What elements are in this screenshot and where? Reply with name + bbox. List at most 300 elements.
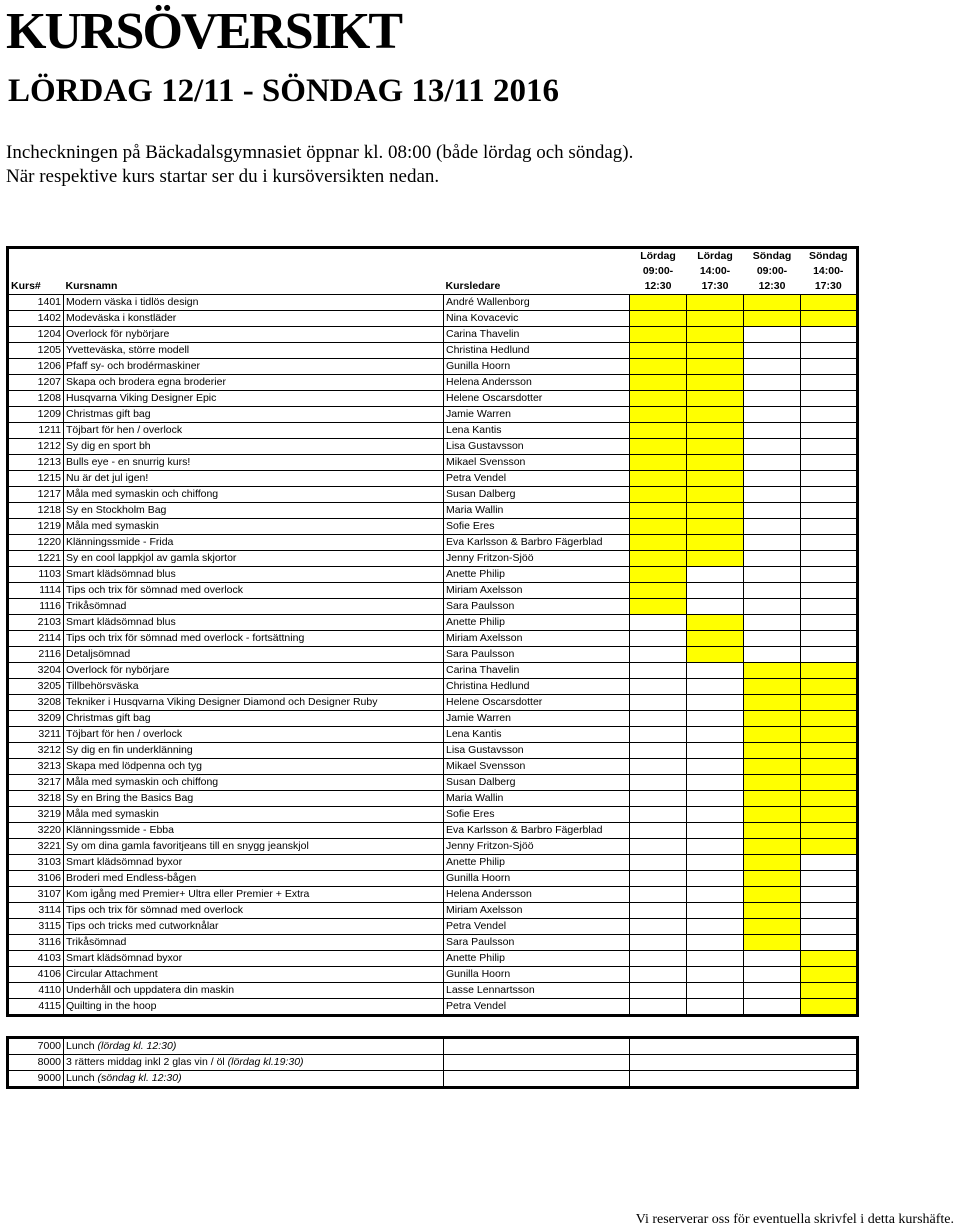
course-name: Smart klädsömnad byxor	[64, 951, 444, 967]
slot-cell-4	[801, 567, 858, 583]
course-number: 1221	[8, 551, 64, 567]
slot-cell-2	[687, 519, 744, 535]
column-header-leader: Kursledare	[444, 248, 630, 295]
course-leader: Sara Paulsson	[444, 599, 630, 615]
slot-cell-2	[687, 679, 744, 695]
course-leader: Helena Andersson	[444, 887, 630, 903]
course-leader: Sara Paulsson	[444, 935, 630, 951]
slot-cell-3	[744, 439, 801, 455]
slot-cell-3	[744, 551, 801, 567]
slot-cell-1	[630, 359, 687, 375]
slot-cell-1	[630, 407, 687, 423]
slot-cell-4	[801, 407, 858, 423]
slot-cell-4	[801, 791, 858, 807]
slot-cell-1	[630, 887, 687, 903]
slot-cell-4	[801, 455, 858, 471]
slot-cell-3	[744, 327, 801, 343]
course-number: 1206	[8, 359, 64, 375]
course-number: 3116	[8, 935, 64, 951]
course-leader: Christina Hedlund	[444, 679, 630, 695]
course-leader: Lisa Gustavsson	[444, 439, 630, 455]
course-number: 1204	[8, 327, 64, 343]
table-row	[8, 983, 858, 999]
course-name: Trikåsömnad	[64, 935, 444, 951]
course-leader: Carina Thavelin	[444, 663, 630, 679]
course-number: 3107	[8, 887, 64, 903]
slot-cell-2	[687, 615, 744, 631]
table-row	[8, 935, 858, 951]
course-name: Måla med symaskin	[64, 807, 444, 823]
slot-cell-4	[801, 663, 858, 679]
slot-cell-3	[744, 727, 801, 743]
course-leader: Anette Philip	[444, 615, 630, 631]
column-header-slot-1: Lördag 09:00- 12:30	[630, 248, 687, 295]
slot-cell-4	[801, 631, 858, 647]
slot-cell-2	[687, 903, 744, 919]
course-number: 1205	[8, 343, 64, 359]
course-leader: Helena Andersson	[444, 375, 630, 391]
slot-cell-1	[630, 967, 687, 983]
slot-cell-3	[744, 679, 801, 695]
slot-cell-3	[744, 983, 801, 999]
slot-cell-1	[630, 631, 687, 647]
course-name: Tekniker i Husqvarna Viking Designer Diamond och Designer Ruby	[64, 695, 444, 711]
course-leader: Gunilla Hoorn	[444, 967, 630, 983]
table-row	[8, 727, 858, 743]
table-row	[8, 311, 858, 327]
course-leader: Eva Karlsson & Barbro Fägerblad	[444, 535, 630, 551]
meal-rows	[8, 1038, 858, 1088]
slot-cell-1	[630, 823, 687, 839]
course-leader: Petra Vendel	[444, 919, 630, 935]
course-name: Tillbehörsväska	[64, 679, 444, 695]
course-name: Tips och tricks med cutworknålar	[64, 919, 444, 935]
course-name: Smart klädsömnad blus	[64, 615, 444, 631]
slot-cell-2	[687, 359, 744, 375]
slot-cell-2	[687, 487, 744, 503]
table-row	[8, 327, 858, 343]
course-number: 3205	[8, 679, 64, 695]
course-name: Sy en Bring the Basics Bag	[64, 791, 444, 807]
slot-cell-2	[687, 919, 744, 935]
course-name: Skapa med lödpenna och tyg	[64, 759, 444, 775]
slot-cell-1	[630, 855, 687, 871]
meal-number: 9000	[8, 1071, 64, 1088]
slot-cell-3	[744, 567, 801, 583]
course-number: 4106	[8, 967, 64, 983]
course-number: 1219	[8, 519, 64, 535]
slot-cell-4	[801, 295, 858, 311]
slot-cell-2	[687, 375, 744, 391]
table-row	[8, 775, 858, 791]
slot-cell-1	[630, 423, 687, 439]
course-number: 3103	[8, 855, 64, 871]
meal-row	[8, 1071, 858, 1088]
course-name: Overlock för nybörjare	[64, 327, 444, 343]
slot-cell-1	[630, 711, 687, 727]
slot-cell-4	[801, 615, 858, 631]
table-header-row	[8, 248, 858, 295]
slot-cell-1	[630, 599, 687, 615]
course-name: Underhåll och uppdatera din maskin	[64, 983, 444, 999]
course-number: 2114	[8, 631, 64, 647]
slot-cell-2	[687, 647, 744, 663]
table-row	[8, 519, 858, 535]
slot-cell-2	[687, 727, 744, 743]
slot-cell-3	[744, 855, 801, 871]
table-row	[8, 695, 858, 711]
slot-cell-4	[801, 935, 858, 951]
course-number: 3217	[8, 775, 64, 791]
course-leader: Gunilla Hoorn	[444, 359, 630, 375]
course-number: 3115	[8, 919, 64, 935]
slot-cell-2	[687, 407, 744, 423]
slot-cell-1	[630, 679, 687, 695]
course-leader: Jamie Warren	[444, 711, 630, 727]
course-name: Måla med symaskin och chiffong	[64, 487, 444, 503]
table-row	[8, 391, 858, 407]
slot-cell-1	[630, 455, 687, 471]
slot-cell-2	[687, 743, 744, 759]
slot-cell-1	[630, 775, 687, 791]
course-name: Bulls eye - en snurrig kurs!	[64, 455, 444, 471]
slot-cell-3	[744, 999, 801, 1016]
course-rows	[8, 295, 858, 1016]
slot-cell-3	[744, 935, 801, 951]
slot-cell-2	[687, 311, 744, 327]
course-leader: Sofie Eres	[444, 807, 630, 823]
course-name: Kom igång med Premier+ Ultra eller Premier + Extra	[64, 887, 444, 903]
course-name: Pfaff sy- och brodérmaskiner	[64, 359, 444, 375]
course-leader: Petra Vendel	[444, 471, 630, 487]
course-leader: Mikael Svensson	[444, 759, 630, 775]
slot-cell-3	[744, 471, 801, 487]
course-number: 3220	[8, 823, 64, 839]
course-name: Sy om dina gamla favoritjeans till en snygg jeanskjol	[64, 839, 444, 855]
course-name: Overlock för nybörjare	[64, 663, 444, 679]
slot-cell-1	[630, 791, 687, 807]
table-row	[8, 375, 858, 391]
slot-cell-3	[744, 503, 801, 519]
slot-cell-3	[744, 455, 801, 471]
slot-cell-1	[630, 439, 687, 455]
table-row	[8, 583, 858, 599]
course-leader: Lasse Lennartsson	[444, 983, 630, 999]
table-row	[8, 903, 858, 919]
slot-cell-2	[687, 567, 744, 583]
slot-cell-1	[630, 295, 687, 311]
slot-cell-4	[801, 391, 858, 407]
course-leader: Jenny Fritzon-Sjöö	[444, 551, 630, 567]
slot-cell-2	[687, 823, 744, 839]
course-number: 4115	[8, 999, 64, 1016]
course-name: Töjbart för hen / overlock	[64, 727, 444, 743]
meal-description	[64, 1055, 444, 1071]
slot-cell-1	[630, 471, 687, 487]
table-row	[8, 295, 858, 311]
slot-cell-2	[687, 711, 744, 727]
meal-leader-empty	[444, 1071, 630, 1088]
slot-cell-2	[687, 439, 744, 455]
meal-time-note: (lördag kl.19:30)	[227, 1056, 304, 1068]
column-header-number: Kurs#	[8, 248, 64, 295]
slot-cell-4	[801, 679, 858, 695]
course-leader: Petra Vendel	[444, 999, 630, 1016]
date-range-subtitle: LÖRDAG 12/11 - SÖNDAG 13/11 2016	[8, 73, 559, 109]
meal-slot-empty	[630, 1038, 858, 1055]
slot-cell-4	[801, 423, 858, 439]
course-leader: Anette Philip	[444, 567, 630, 583]
slot-cell-4	[801, 775, 858, 791]
course-leader: Helene Oscarsdotter	[444, 391, 630, 407]
slot-cell-1	[630, 551, 687, 567]
meal-slot-empty	[630, 1055, 858, 1071]
course-number: 1220	[8, 535, 64, 551]
column-header-slot-4: Söndag 14:00- 17:30	[801, 248, 858, 295]
slot-cell-3	[744, 615, 801, 631]
course-name: Trikåsömnad	[64, 599, 444, 615]
meal-number: 7000	[8, 1038, 64, 1055]
course-number: 1218	[8, 503, 64, 519]
table-row	[8, 759, 858, 775]
slot-cell-4	[801, 599, 858, 615]
table-row	[8, 679, 858, 695]
slot-cell-4	[801, 535, 858, 551]
meal-slot-empty	[630, 1071, 858, 1088]
slot-cell-2	[687, 503, 744, 519]
slot-cell-2	[687, 967, 744, 983]
course-leader: Carina Thavelin	[444, 327, 630, 343]
course-leader: Nina Kovacevic	[444, 311, 630, 327]
slot-cell-2	[687, 759, 744, 775]
table-row	[8, 791, 858, 807]
table-row	[8, 599, 858, 615]
slot-cell-2	[687, 423, 744, 439]
slot-cell-1	[630, 871, 687, 887]
slot-cell-2	[687, 695, 744, 711]
slot-cell-4	[801, 439, 858, 455]
course-number: 1208	[8, 391, 64, 407]
course-name: Nu är det jul igen!	[64, 471, 444, 487]
table-row	[8, 471, 858, 487]
slot-cell-1	[630, 935, 687, 951]
slot-cell-4	[801, 551, 858, 567]
course-number: 3218	[8, 791, 64, 807]
slot-cell-2	[687, 935, 744, 951]
page-title: KURSÖVERSIKT	[6, 3, 401, 60]
slot-cell-1	[630, 663, 687, 679]
course-leader: Jenny Fritzon-Sjöö	[444, 839, 630, 855]
slot-cell-4	[801, 807, 858, 823]
slot-cell-3	[744, 535, 801, 551]
slot-cell-4	[801, 711, 858, 727]
slot-cell-2	[687, 951, 744, 967]
intro-line-2: När respektive kurs startar ser du i kursöversikten nedan.	[6, 166, 440, 187]
slot-cell-2	[687, 391, 744, 407]
course-leader: Mikael Svensson	[444, 455, 630, 471]
slot-cell-2	[687, 599, 744, 615]
slot-cell-4	[801, 871, 858, 887]
table-row	[8, 871, 858, 887]
table-row	[8, 423, 858, 439]
slot-cell-3	[744, 487, 801, 503]
column-header-slot-3: Söndag 09:00- 12:30	[744, 248, 801, 295]
course-name: Husqvarna Viking Designer Epic	[64, 391, 444, 407]
meal-leader-empty	[444, 1055, 630, 1071]
meal-row	[8, 1055, 858, 1071]
slot-cell-3	[744, 631, 801, 647]
slot-cell-3	[744, 343, 801, 359]
slot-cell-1	[630, 647, 687, 663]
table-row	[8, 919, 858, 935]
slot-cell-3	[744, 807, 801, 823]
course-name: Christmas gift bag	[64, 711, 444, 727]
slot-cell-3	[744, 663, 801, 679]
slot-cell-4	[801, 375, 858, 391]
slot-cell-2	[687, 855, 744, 871]
course-leader: Helene Oscarsdotter	[444, 695, 630, 711]
slot-cell-4	[801, 983, 858, 999]
course-name: Modeväska i konstläder	[64, 311, 444, 327]
slot-cell-2	[687, 839, 744, 855]
course-leader: Gunilla Hoorn	[444, 871, 630, 887]
meal-name: Lunch	[66, 1072, 95, 1084]
course-leader: Miriam Axelsson	[444, 903, 630, 919]
course-leader: Christina Hedlund	[444, 343, 630, 359]
slot-cell-1	[630, 807, 687, 823]
meal-time-note: (söndag kl. 12:30)	[97, 1072, 182, 1084]
slot-cell-2	[687, 327, 744, 343]
meals-table	[6, 1036, 859, 1089]
meal-row	[8, 1038, 858, 1055]
course-name: Sy en Stockholm Bag	[64, 503, 444, 519]
table-row	[8, 343, 858, 359]
slot-cell-2	[687, 295, 744, 311]
course-name: Måla med symaskin	[64, 519, 444, 535]
slot-cell-3	[744, 775, 801, 791]
course-leader: Miriam Axelsson	[444, 583, 630, 599]
course-leader: Sofie Eres	[444, 519, 630, 535]
slot-cell-3	[744, 823, 801, 839]
table-row	[8, 567, 858, 583]
course-number: 3209	[8, 711, 64, 727]
table-row	[8, 551, 858, 567]
slot-cell-4	[801, 519, 858, 535]
table-row	[8, 631, 858, 647]
slot-cell-3	[744, 647, 801, 663]
slot-cell-3	[744, 407, 801, 423]
table-row	[8, 743, 858, 759]
slot-cell-1	[630, 519, 687, 535]
slot-cell-2	[687, 551, 744, 567]
course-number: 4110	[8, 983, 64, 999]
course-name: Detaljsömnad	[64, 647, 444, 663]
table-row	[8, 503, 858, 519]
course-name: Broderi med Endless-bågen	[64, 871, 444, 887]
disclaimer-footer: Vi reserverar oss för eventuella skrivfel i detta kurshäfte.	[635, 1212, 954, 1227]
slot-cell-4	[801, 839, 858, 855]
course-leader: Lena Kantis	[444, 423, 630, 439]
slot-cell-1	[630, 919, 687, 935]
slot-cell-2	[687, 343, 744, 359]
slot-cell-3	[744, 887, 801, 903]
slot-cell-4	[801, 695, 858, 711]
slot-cell-1	[630, 343, 687, 359]
course-number: 3204	[8, 663, 64, 679]
meal-name: 3 rätters middag inkl 2 glas vin / öl	[66, 1056, 225, 1068]
slot-cell-2	[687, 775, 744, 791]
slot-cell-1	[630, 743, 687, 759]
course-leader: Anette Philip	[444, 855, 630, 871]
course-name: Tips och trix för sömnad med overlock	[64, 903, 444, 919]
column-header-slot-2: Lördag 14:00- 17:30	[687, 248, 744, 295]
slot-cell-4	[801, 471, 858, 487]
meal-leader-empty	[444, 1038, 630, 1055]
slot-cell-3	[744, 967, 801, 983]
slot-cell-3	[744, 903, 801, 919]
course-number: 3106	[8, 871, 64, 887]
course-name: Tips och trix för sömnad med overlock - fortsättning	[64, 631, 444, 647]
meal-time-note: (lördag kl. 12:30)	[97, 1040, 177, 1052]
table-row	[8, 807, 858, 823]
slot-cell-2	[687, 999, 744, 1016]
course-number: 3221	[8, 839, 64, 855]
slot-cell-4	[801, 359, 858, 375]
intro-line-1: Incheckningen på Bäckadalsgymnasiet öppnar kl. 08:00 (både lördag och söndag).	[6, 142, 634, 163]
course-number: 1114	[8, 583, 64, 599]
table-row	[8, 455, 858, 471]
slot-cell-3	[744, 839, 801, 855]
course-number: 1212	[8, 439, 64, 455]
table-row	[8, 823, 858, 839]
slot-cell-1	[630, 503, 687, 519]
course-number: 1211	[8, 423, 64, 439]
meal-number: 8000	[8, 1055, 64, 1071]
course-number: 1116	[8, 599, 64, 615]
course-number: 1209	[8, 407, 64, 423]
intro-text	[6, 141, 633, 189]
slot-cell-4	[801, 903, 858, 919]
course-leader: Miriam Axelsson	[444, 631, 630, 647]
course-leader: Anette Philip	[444, 951, 630, 967]
course-leader: Susan Dalberg	[444, 775, 630, 791]
slot-cell-4	[801, 999, 858, 1016]
column-header-name: Kursnamn	[64, 248, 444, 295]
table-row	[8, 439, 858, 455]
slot-cell-3	[744, 919, 801, 935]
table-row	[8, 535, 858, 551]
course-number: 3212	[8, 743, 64, 759]
table-row	[8, 999, 858, 1016]
meal-description	[64, 1071, 444, 1088]
slot-cell-3	[744, 599, 801, 615]
slot-cell-1	[630, 759, 687, 775]
slot-cell-4	[801, 919, 858, 935]
course-name: Yvetteväska, större modell	[64, 343, 444, 359]
table-row	[8, 839, 858, 855]
course-leader: Jamie Warren	[444, 407, 630, 423]
course-name: Circular Attachment	[64, 967, 444, 983]
slot-cell-1	[630, 615, 687, 631]
course-number: 1213	[8, 455, 64, 471]
slot-cell-1	[630, 567, 687, 583]
slot-cell-4	[801, 951, 858, 967]
table-row	[8, 407, 858, 423]
slot-cell-1	[630, 487, 687, 503]
slot-cell-3	[744, 583, 801, 599]
slot-cell-2	[687, 455, 744, 471]
course-name: Klänningssmide - Frida	[64, 535, 444, 551]
